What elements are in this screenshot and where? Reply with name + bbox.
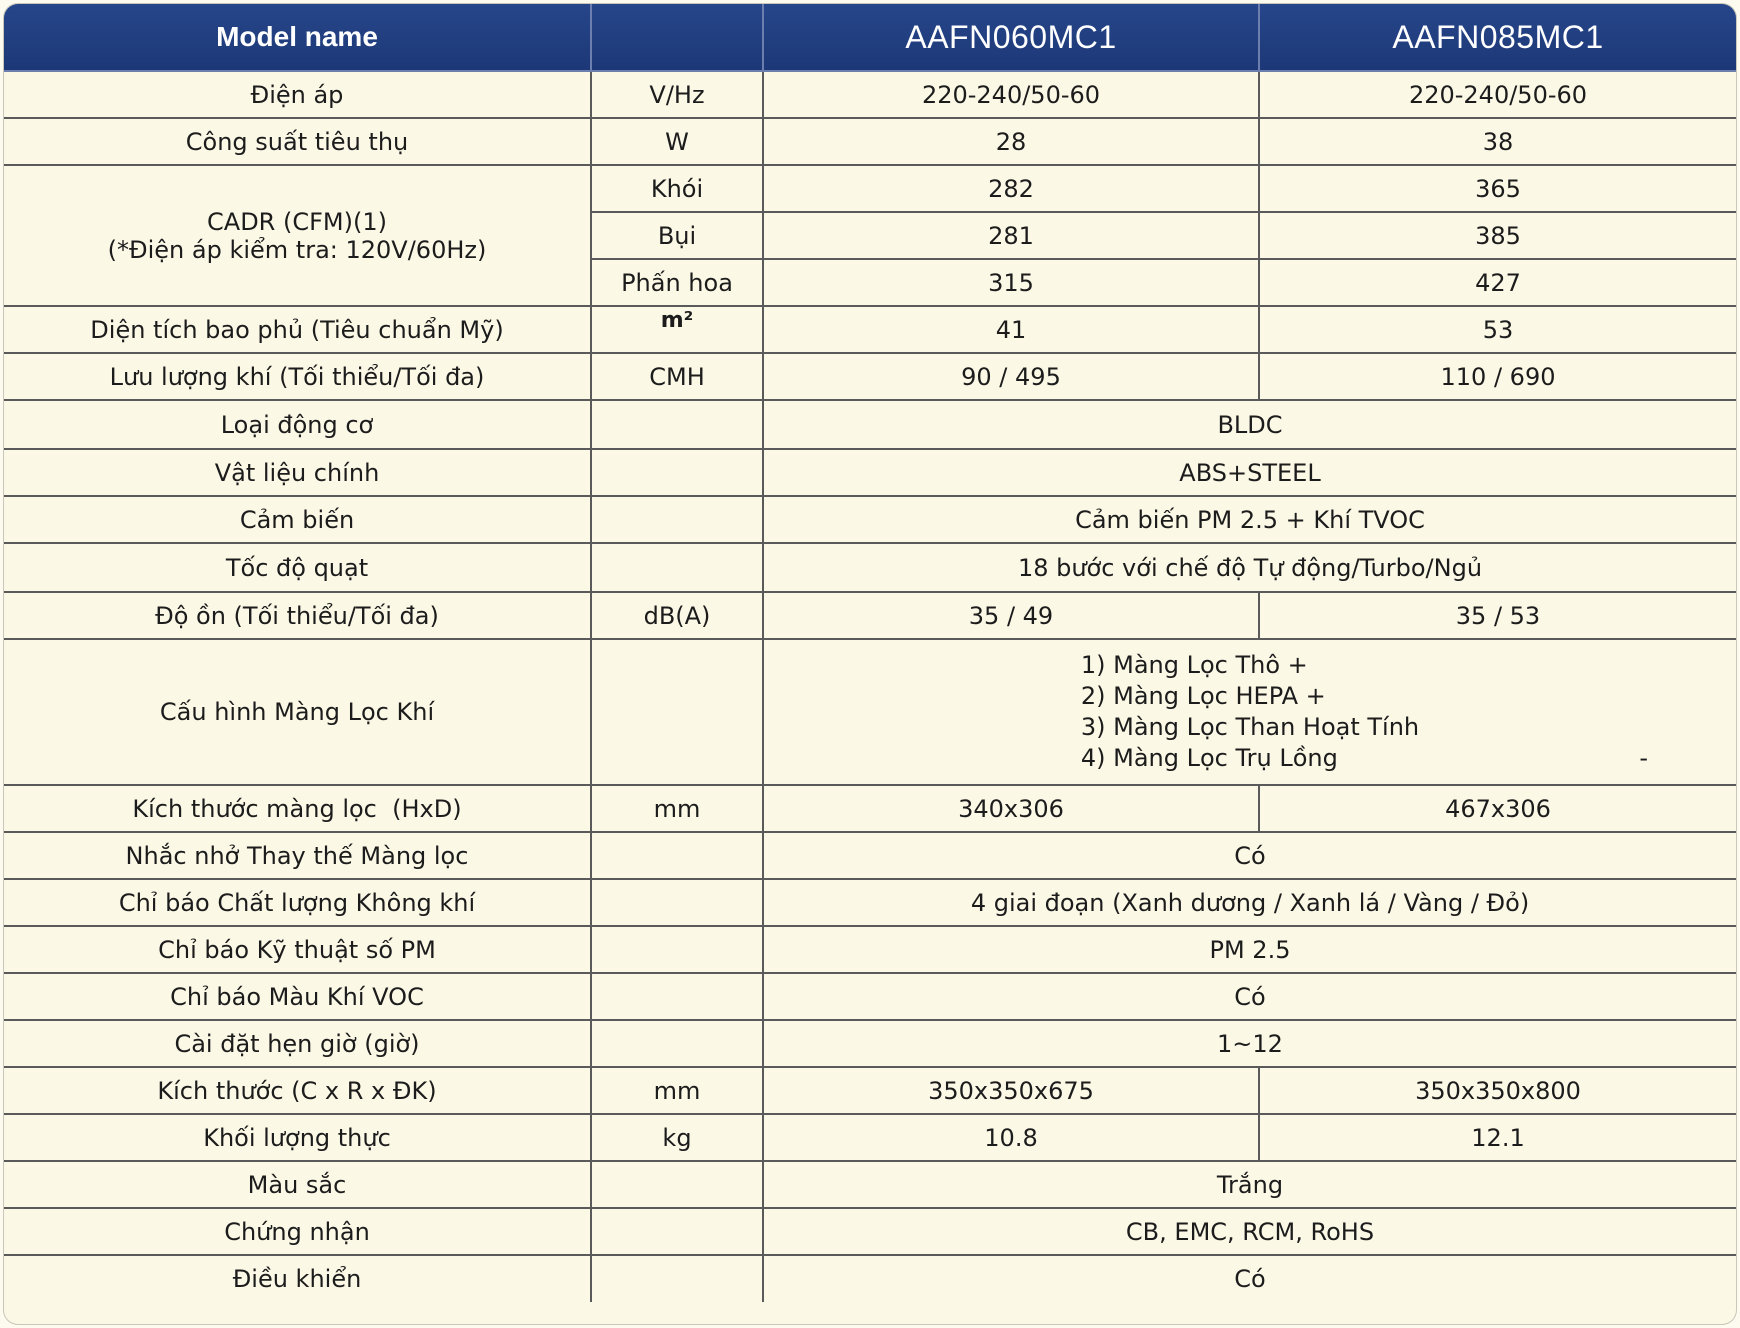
cadr-label-line1: CADR (CFM)(1)	[207, 207, 387, 236]
spec-table-frame	[4, 4, 1736, 1324]
value-shared: CB, EMC, RCM, RoHS	[763, 1208, 1736, 1255]
row-unit: Phấn hoa	[591, 259, 763, 306]
value-model-a: 41	[763, 306, 1259, 353]
value-model-b: 365	[1259, 165, 1736, 212]
value-shared: 18 bước với chế độ Tự động/Turbo/Ngủ	[763, 543, 1736, 592]
row-label: Khối lượng thực	[4, 1114, 591, 1161]
row-label: Nhắc nhở Thay thế Màng lọc	[4, 832, 591, 879]
row-filter-reminder	[4, 832, 1736, 879]
row-label: Diện tích bao phủ (Tiêu chuẩn Mỹ)	[4, 306, 591, 353]
row-unit	[591, 543, 763, 592]
value-model-a: 281	[763, 212, 1259, 259]
value-shared: Cảm biến PM 2.5 + Khí TVOC	[763, 496, 1736, 543]
row-control	[4, 1255, 1736, 1302]
row-unit: mm	[591, 1067, 763, 1114]
row-unit	[591, 1161, 763, 1208]
value-model-a: 282	[763, 165, 1259, 212]
row-unit	[591, 1020, 763, 1067]
row-color	[4, 1161, 1736, 1208]
row-power	[4, 118, 1736, 165]
model-b-header: AAFN085MC1	[1259, 4, 1736, 71]
row-pm-indicator	[4, 926, 1736, 973]
row-cadr-smoke	[4, 165, 1736, 212]
value-model-a: 90 / 495	[763, 353, 1259, 400]
filter-config-cell	[763, 639, 1736, 785]
row-unit: kg	[591, 1114, 763, 1161]
row-label: Loại động cơ	[4, 400, 591, 449]
row-airflow	[4, 353, 1736, 400]
value-shared: 4 giai đoạn (Xanh dương / Xanh lá / Vàng / Đỏ)	[763, 879, 1736, 926]
value-model-b: 220-240/50-60	[1259, 71, 1736, 118]
row-sensor	[4, 496, 1736, 543]
cadr-label-line2: (*Điện áp kiểm tra: 120V/60Hz)	[107, 235, 487, 264]
value-model-a: 35 / 49	[763, 592, 1259, 639]
value-model-b: 467x306	[1259, 785, 1736, 832]
row-unit: V/Hz	[591, 71, 763, 118]
value-model-a: 220-240/50-60	[763, 71, 1259, 118]
row-voc-indicator	[4, 973, 1736, 1020]
cadr-label	[4, 165, 591, 306]
value-model-b: 427	[1259, 259, 1736, 306]
row-label: Chỉ báo Chất lượng Không khí	[4, 879, 591, 926]
value-shared: Có	[763, 1255, 1736, 1302]
row-unit	[591, 973, 763, 1020]
row-coverage	[4, 306, 1736, 353]
spec-table	[4, 4, 1736, 1302]
row-label: Cài đặt hẹn giờ (giờ)	[4, 1020, 591, 1067]
filter-list	[1081, 650, 1419, 774]
row-timer	[4, 1020, 1736, 1067]
row-unit	[591, 1255, 763, 1302]
value-model-b: 350x350x800	[1259, 1067, 1736, 1114]
value-shared: Trắng	[763, 1161, 1736, 1208]
row-unit	[591, 449, 763, 496]
row-unit: dB(A)	[591, 592, 763, 639]
value-model-a: 340x306	[763, 785, 1259, 832]
row-label: Chứng nhận	[4, 1208, 591, 1255]
row-unit: CMH	[591, 353, 763, 400]
value-shared: Có	[763, 973, 1736, 1020]
row-certification	[4, 1208, 1736, 1255]
value-shared: BLDC	[763, 400, 1736, 449]
row-unit: mm	[591, 785, 763, 832]
row-label: Chỉ báo Kỹ thuật số PM	[4, 926, 591, 973]
row-label: Kích thước (C x R x ĐK)	[4, 1067, 591, 1114]
row-fan-speed	[4, 543, 1736, 592]
value-model-b: 35 / 53	[1259, 592, 1736, 639]
row-unit: Bụi	[591, 212, 763, 259]
row-label: Vật liệu chính	[4, 449, 591, 496]
row-label: Điện áp	[4, 71, 591, 118]
filter-item: 3) Màng Lọc Than Hoạt Tính	[1080, 713, 1420, 741]
row-aq-indicator	[4, 879, 1736, 926]
row-unit	[591, 1208, 763, 1255]
row-unit	[591, 639, 763, 785]
row-noise	[4, 592, 1736, 639]
row-label: Lưu lượng khí (Tối thiểu/Tối đa)	[4, 353, 591, 400]
row-label: Công suất tiêu thụ	[4, 118, 591, 165]
row-unit	[591, 400, 763, 449]
row-voltage	[4, 71, 1736, 118]
filter-item: 1) Màng Lọc Thô +	[1080, 651, 1308, 679]
row-label: Cấu hình Màng Lọc Khí	[4, 639, 591, 785]
row-unit	[591, 832, 763, 879]
value-model-b: 38	[1259, 118, 1736, 165]
row-motor	[4, 400, 1736, 449]
row-unit	[591, 879, 763, 926]
row-unit: Khói	[591, 165, 763, 212]
row-label: Độ ồn (Tối thiểu/Tối đa)	[4, 592, 591, 639]
row-unit	[591, 496, 763, 543]
value-model-a: 10.8	[763, 1114, 1259, 1161]
filter-item: 4) Màng Lọc Trụ Lồng	[1080, 744, 1338, 772]
value-model-a: 350x350x675	[763, 1067, 1259, 1114]
row-label: Cảm biến	[4, 496, 591, 543]
row-label: Màu sắc	[4, 1161, 591, 1208]
value-model-b: 110 / 690	[1259, 353, 1736, 400]
value-model-b: 12.1	[1259, 1114, 1736, 1161]
row-unit: W	[591, 118, 763, 165]
row-unit	[591, 926, 763, 973]
value-model-a: 315	[763, 259, 1259, 306]
model-a-header: AAFN060MC1	[763, 4, 1259, 71]
row-label: Kích thước màng lọc (HxD)	[4, 785, 591, 832]
unit-header	[591, 4, 763, 71]
filter-item: 2) Màng Lọc HEPA +	[1080, 682, 1326, 710]
row-filter-size	[4, 785, 1736, 832]
row-material	[4, 449, 1736, 496]
row-label: Chỉ báo Màu Khí VOC	[4, 973, 591, 1020]
value-shared: ABS+STEEL	[763, 449, 1736, 496]
value-shared: 1~12	[763, 1020, 1736, 1067]
model-name-header: Model name	[4, 4, 591, 71]
value-shared: PM 2.5	[763, 926, 1736, 973]
row-weight	[4, 1114, 1736, 1161]
row-filter-config	[4, 639, 1736, 785]
row-dimensions	[4, 1067, 1736, 1114]
square-meter-unit: m²	[660, 307, 694, 333]
value-shared: Có	[763, 832, 1736, 879]
header-row	[4, 4, 1736, 71]
value-model-b: 385	[1259, 212, 1736, 259]
value-model-b: 53	[1259, 306, 1736, 353]
trailing-dash: -	[1639, 744, 1648, 772]
row-label: Tốc độ quạt	[4, 543, 591, 592]
value-model-a: 28	[763, 118, 1259, 165]
row-label: Điều khiển	[4, 1255, 591, 1302]
row-unit	[591, 306, 763, 353]
